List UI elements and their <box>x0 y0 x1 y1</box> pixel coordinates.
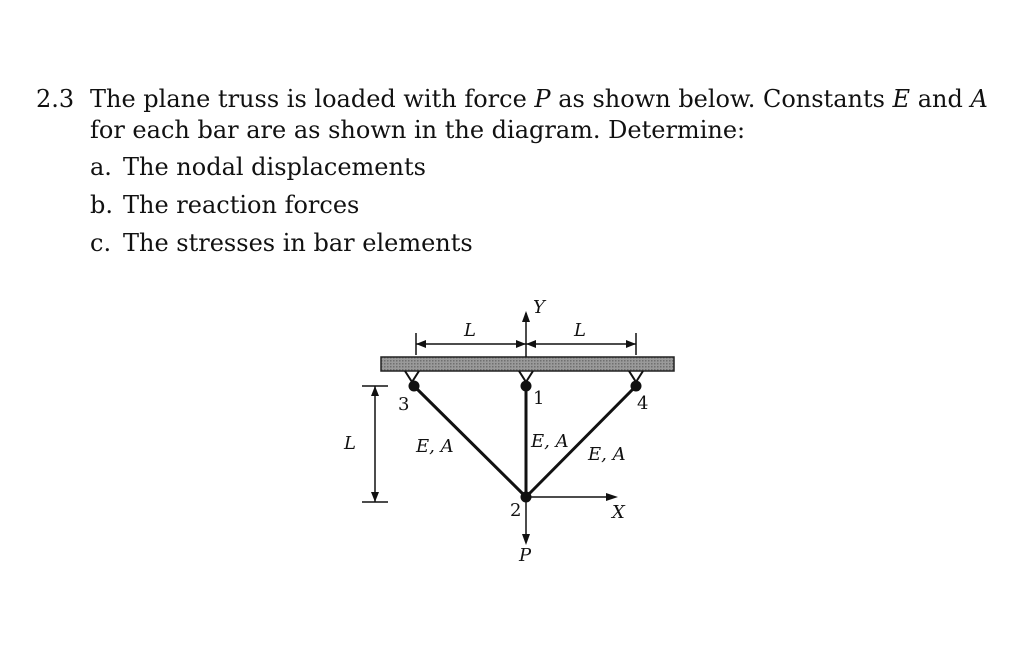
part-b-mark: b. <box>90 191 113 219</box>
dim-top-right-label: L <box>574 320 586 341</box>
load-label: P <box>519 545 532 566</box>
node-3-label: 3 <box>398 394 410 415</box>
part-c-mark: c. <box>90 229 112 257</box>
part-a-mark: a. <box>90 153 112 181</box>
dim-top-arrow-right <box>626 340 636 348</box>
dim-top-arrow-center-right <box>526 340 536 348</box>
dim-top-arrow-center-left <box>516 340 526 348</box>
node-2-label: 2 <box>510 500 522 521</box>
dim-top-left-label: L <box>464 320 476 341</box>
statement-var-p: P <box>534 85 551 113</box>
node-4-pin <box>631 381 642 392</box>
dim-left-arrow-bottom <box>371 492 379 502</box>
x-axis-label: X <box>612 502 625 523</box>
bar-middle-label: E, A <box>531 431 569 452</box>
node-4-label: 4 <box>637 393 649 414</box>
statement-text-3: and <box>910 85 971 113</box>
node-1-pin <box>521 381 532 392</box>
dim-left-arrow-top <box>371 386 379 396</box>
pin-bracket-node-4 <box>629 371 643 382</box>
fixed-ceiling-support <box>381 357 674 371</box>
part-a-text: The nodal displacements <box>123 153 426 181</box>
load-arrowhead <box>522 534 530 545</box>
statement-text-4: for each bar are as shown in the diagram. Determine: <box>90 116 746 144</box>
statement-text-1: The plane truss is loaded with force <box>90 85 535 113</box>
pin-bracket-node-1 <box>519 371 533 382</box>
part-b-text: The reaction forces <box>123 191 360 219</box>
problem-number: 2.3 <box>36 85 75 113</box>
dim-left-label: L <box>344 433 356 454</box>
bar-right-label: E, A <box>588 444 626 465</box>
y-axis-label: Y <box>533 297 545 318</box>
pin-bracket-node-3 <box>405 371 419 382</box>
x-axis-arrowhead <box>606 493 618 501</box>
statement-var-a: A <box>970 85 988 113</box>
y-axis-arrowhead <box>522 311 530 322</box>
node-1-label: 1 <box>533 388 545 409</box>
statement-var-e: E <box>892 85 911 113</box>
dim-top-arrow-left <box>416 340 426 348</box>
statement-text-2: as shown below. Constants <box>550 85 893 113</box>
part-c-text: The stresses in bar elements <box>123 229 473 257</box>
node-3-pin <box>409 381 420 392</box>
bar-left-label: E, A <box>416 436 454 457</box>
